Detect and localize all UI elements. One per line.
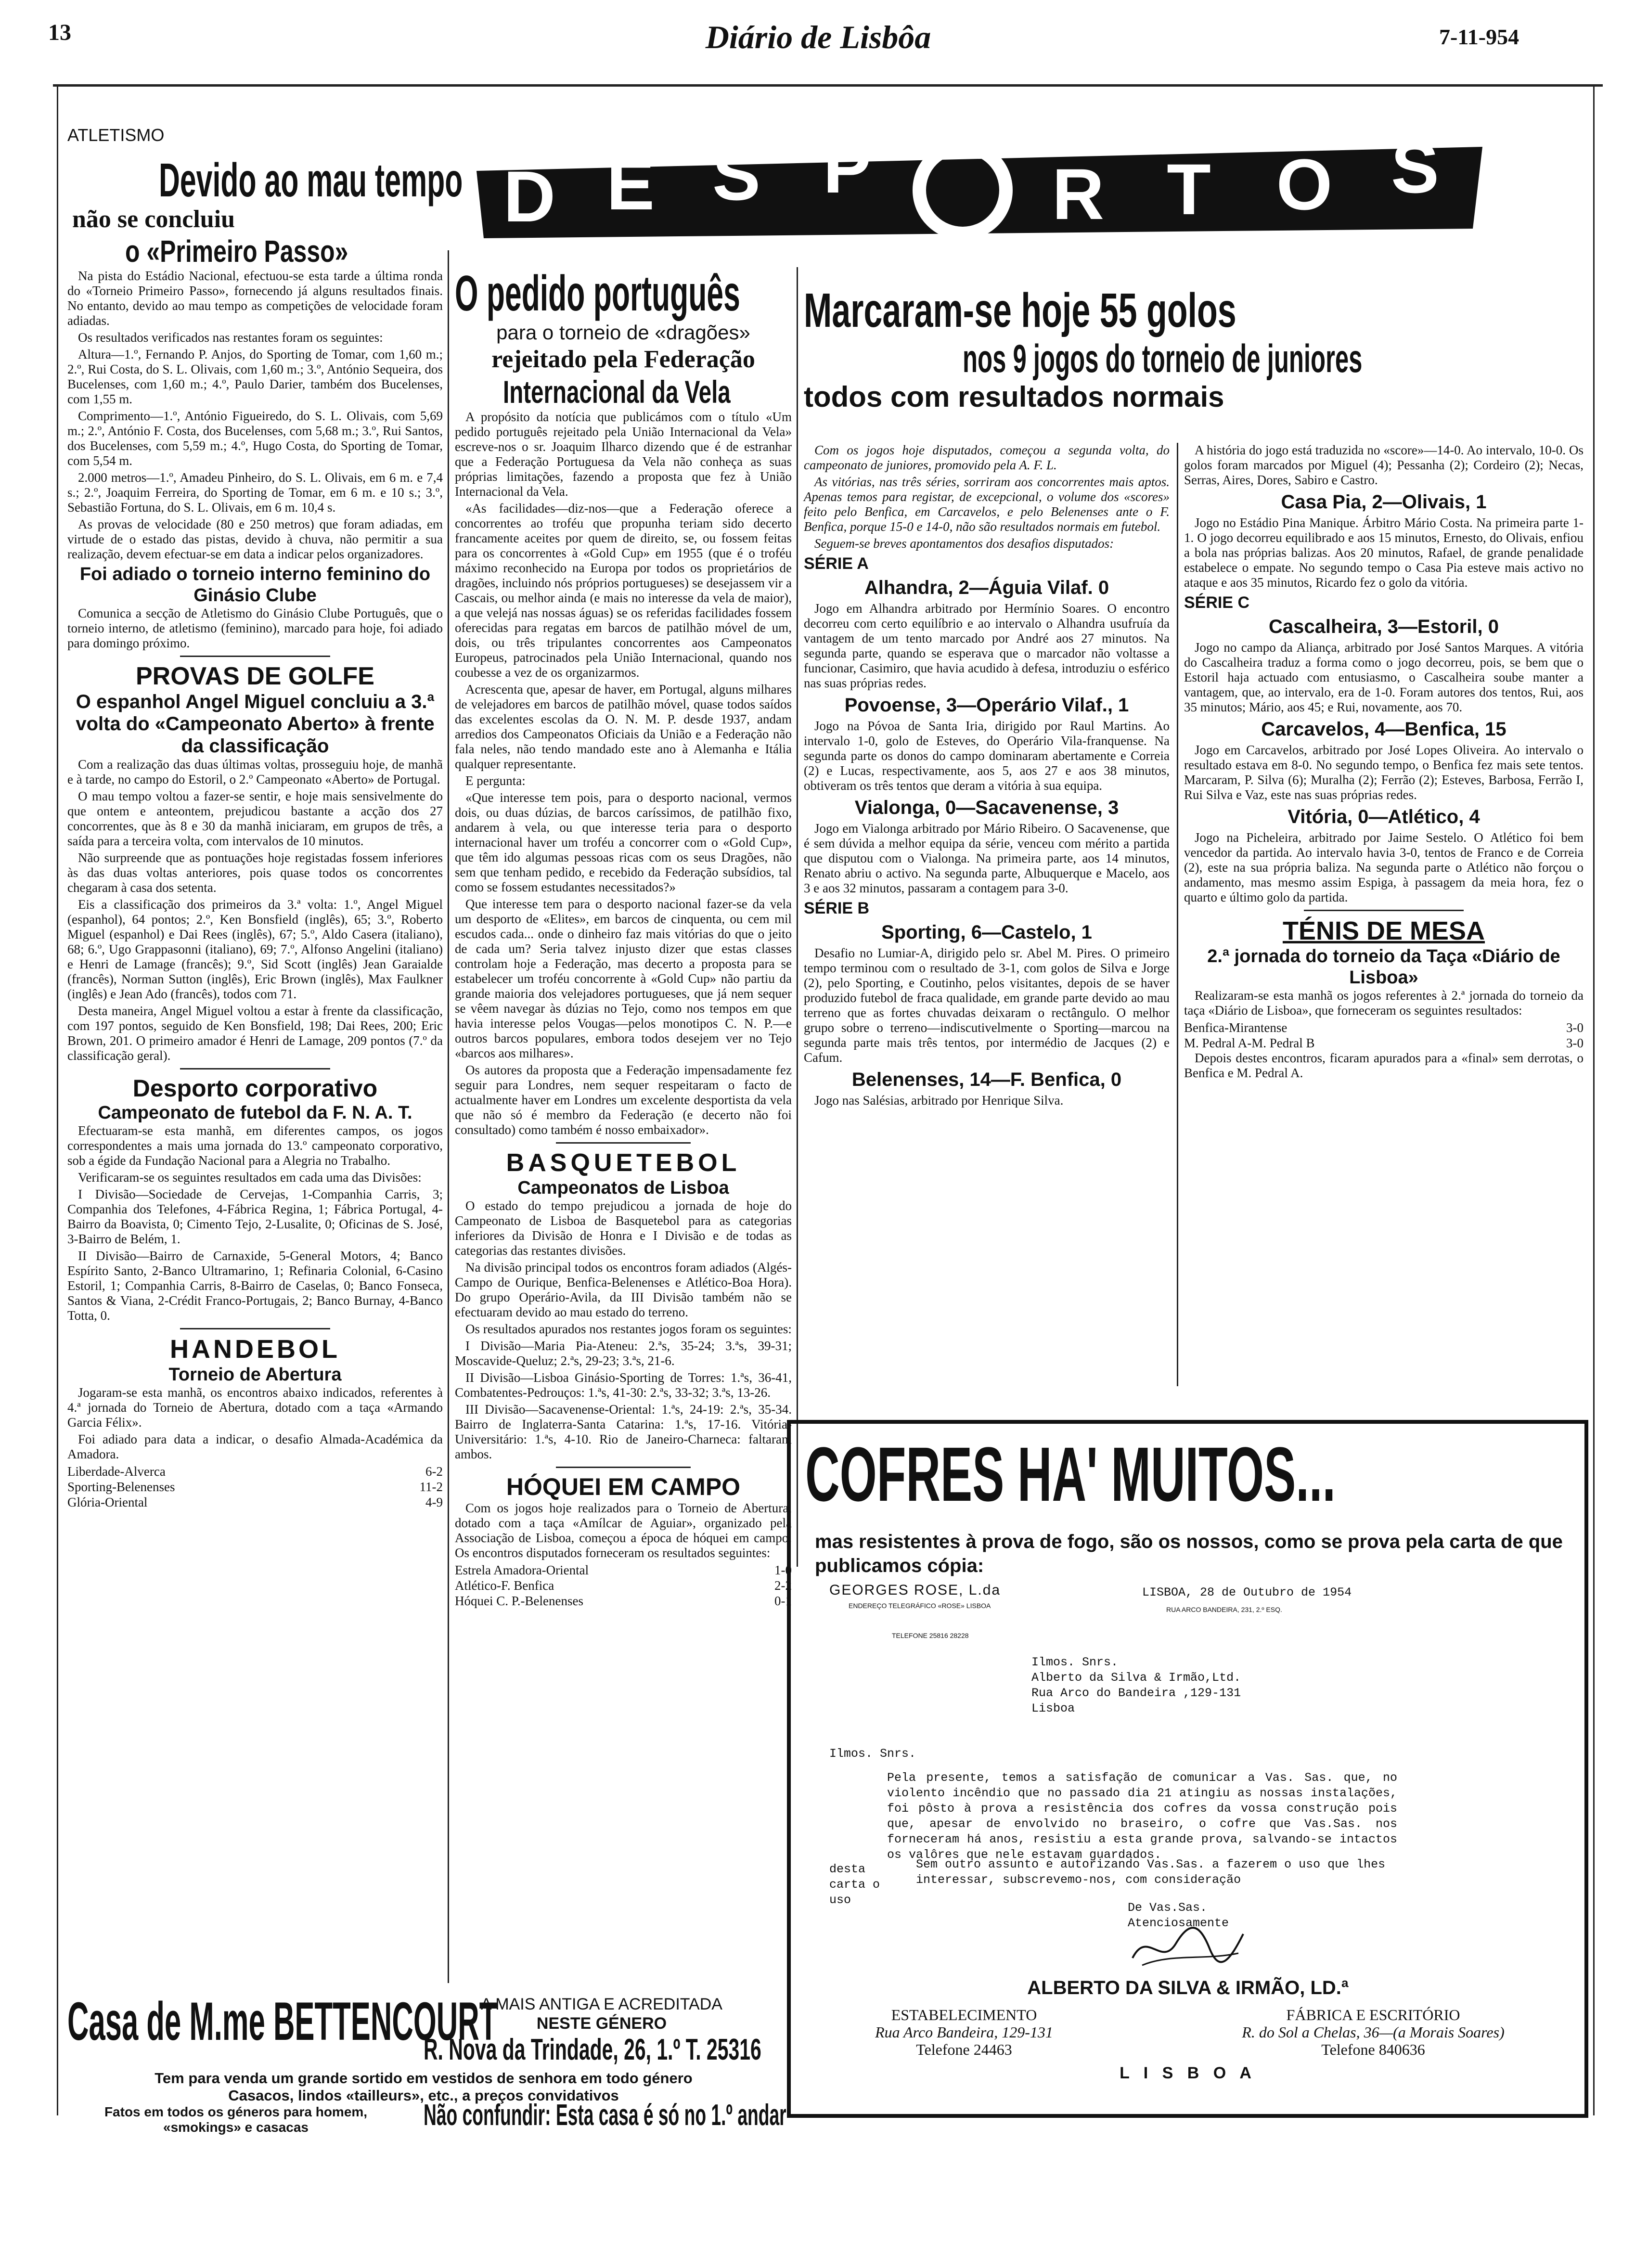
result-teams: M. Pedral A-M. Pedral B xyxy=(1184,1036,1315,1050)
result-score: 6-2 xyxy=(425,1464,443,1479)
result-teams: Glória-Oriental xyxy=(67,1495,148,1509)
result-row xyxy=(455,1562,792,1578)
banner-graphic xyxy=(476,137,1482,241)
article-paragraph: Jogaram-se esta manhã, os encontros abaixo indicados, referentes à 4.ª jornada do Torneio de Abertura, dotado com a taça «Armando Garcia Félix». xyxy=(67,1385,443,1430)
headline-devido: Devido ao mau tempo xyxy=(159,154,463,206)
article-paragraph: Foi adiado para data a indicar, o desafio Almada-Académica da Amadora. xyxy=(67,1432,443,1461)
establishment-address: Rua Arco Bandeira, 129-131 xyxy=(875,2023,1053,2041)
column-2 xyxy=(455,267,792,1609)
article-paragraph: As vitórias, nas três séries, sorriram aos concorrentes mais aptos. Apenas temos para registar, de excepcional, o volume dos «scores» feito pelo Benfica, em Carcavelos, e pelo Belenenses ante o F. Benfica, porque 15-0 e 14-0, não são resultados normais em futebol. xyxy=(804,475,1170,534)
bettencourt-tag1: A MAIS ANTIGA E ACREDITADA xyxy=(481,1995,722,2013)
match-heading: Cascalheira, 3—Estoril, 0 xyxy=(1268,616,1499,637)
result-row xyxy=(67,1464,443,1479)
result-score: 3-0 xyxy=(1566,1020,1584,1035)
article-paragraph: Realizaram-se esta manhã os jogos referentes à 2.ª jornada do torneio da taça «Diário de Lisboa», que forneceram os seguintes resultados: xyxy=(1184,988,1584,1018)
article-paragraph: Seguem-se breves apontamentos dos desafios disputados: xyxy=(814,536,1114,551)
result-score: 1-0 xyxy=(774,1563,792,1577)
article-paragraph: III Divisão—Sacavenense-Oriental: 1.ªs, 24-19: 2.ªs, 35-34. Bairro de Inglaterra-Santa Catarina: 1.ªs, 17-16. Vitória-Universitário: 1.ªs, 4-10. Rio de Janeiro-Charneca: faltaram ambos. xyxy=(455,1402,792,1461)
factory-tel: Telefone 840636 xyxy=(1321,2041,1425,2058)
article-paragraph: Os resultados verificados nas restantes foram os seguintes: xyxy=(78,330,383,345)
article-paragraph: Comunica a secção de Atletismo do Ginásio Clube Português, que o torneio interno, de atletismo (feminino), marcado para hoje, foi adiado para domingo próximo. xyxy=(67,606,443,650)
article-paragraph: Os resultados apurados nos restantes jogos foram os seguintes: xyxy=(465,1322,792,1336)
result-teams: Atlético-F. Benfica xyxy=(455,1578,554,1593)
company-name: ALBERTO DA SILVA & IRMÃO, LD.ª xyxy=(1027,1977,1349,1998)
article-paragraph: As provas de velocidade (80 e 250 metros) que foram adiadas, em virtude de o estado das pistas, devido à chuva, não permitir a sua realização, devem efectuar-se em data a indicar pelos organizadores. xyxy=(67,517,443,561)
cofres-ad xyxy=(787,1420,1588,2118)
headline-normais: todos com resultados normais xyxy=(804,381,1224,413)
subheading-ginasio: Foi adiado o torneio interno feminino do Ginásio Clube xyxy=(79,564,431,606)
article-paragraph: Que interesse tem para o desporto nacional fazer-se da vela um desporto de «Elites», em barcos de cinquenta, ou cem mil escudos cada... onde o dinheiro faz mais vitórias do que o jeito de cada um? Seria talvez injusto dizer que estas classes controlam hoje a Federação, mas decerto a proposta para se estabelecer um troféu concorrente à «Gold Cup» não partiu da grande maioria dos velejadores portugueses, que já nem sequer se vêem navegar às dúzias no Tejo, como nos tempos em que havia interesse pelos Vougas—pelos monotipos C. N. P.—e outros barcos populares, embora todos desejem ver no Tejo «barcos aos milhares». xyxy=(455,897,792,1060)
bettencourt-slogan: Não confundir: Esta casa é só no 1.º andar xyxy=(424,2099,786,2132)
juniores-right xyxy=(1184,443,1584,1082)
letter-addressee xyxy=(1031,1655,1241,1716)
letter-body: Pela presente, temos a satisfação de comunicar a Vas. Sas. que, no violento incêndio que no passado dia 21 atingiu as nossas instalações, foi pôsto à prova a resistência dos cofres da vossa construção pois que, apesar de envolvido no braseiro, o cofre que Vas.Sas. nos forneceram há anos, resistiu a esta grande prova, salvando-se intactos os valôres que nele estavam guardados. xyxy=(887,1771,1397,1862)
match-report: Jogo na Póvoa de Santa Iria, dirigido por Raul Martins. Ao intervalo 1-0, golo de Esteves, do Operário Vila-franquense. Na segunda parte os donos do campo dominaram abertamente e Correia (2) e Lucas, respectivamente, aos 5, aos 27 e aos 38 minutos, obtiveram os três tentos que deram a vitória à sua equipa. xyxy=(804,719,1170,793)
result-row xyxy=(455,1593,792,1609)
article-paragraph: Acrescenta que, apesar de haver, em Portugal, alguns milhares de velejadores em barcos de patilhão móvel, quase todos saídos das excelentes escolas da O. N. M. P. desde 1937, andam arredios dos Campeonatos Oficiais da União e a Federação não fala neles, não tendo mandado este ano à Alemanha e Itália qualquer representante. xyxy=(455,682,792,771)
addressee-line: Alberto da Silva & Irmão,Ltd. xyxy=(1031,1671,1241,1685)
result-teams: Sporting-Belenenses xyxy=(67,1480,175,1494)
golf-subheading: O espanhol Angel Miguel concluiu a 3.ª volta do «Campeonato Aberto» à frente da classificação xyxy=(76,691,435,757)
article-paragraph: Os autores da proposta que a Federação impensadamente fez seguir para Londres, nem sequer respeitaram o facto de actualmente haver em Londres um excelente desportista da vela que não só é membro da Federação (e decerto não foi consultado) como também é nosso embaixador». xyxy=(455,1063,792,1137)
result-score: 11-2 xyxy=(419,1480,443,1494)
signature-icon xyxy=(1128,1920,1253,1972)
basket-subheading: Campeonatos de Lisboa xyxy=(517,1178,729,1198)
article-paragraph: «As facilidades—diz-nos—que a Federação oferece a concorrentes ao troféu que propunha teriam sido decerto francamente aceites por quem de direito, se, ou fossem feitas para os concorrentes à «Gold Cup» em 1955 (que é o troféu máximo reconhecido na Europa por todos os proprietários de dragões, incluindo nós próprios portugueses) se desejassem vir a Cascais, ou melhor ainda (e mais no interesse da vela de maior), a que velejá nas nossas águas) se os referidas facilidades fossem oferecidas para regatas em barcos de patilhão móvel de um, dois, ou três tripulantes concorrentes aos Campeonatos Europeus, patrocinados pela União Internacional, quando nos coubesse a vez de os organizarmos. xyxy=(455,501,792,680)
corp-title: Desporto corporativo xyxy=(132,1075,378,1102)
establishment-block xyxy=(820,2006,1108,2058)
letterhead-sub: ENDEREÇO TELEGRÁFICO «ROSE» LISBOA xyxy=(849,1602,991,1610)
article-paragraph: Desta maneira, Angel Miguel voltou a estar à frente da classificação, com 197 pontos, seguido de Ken Bonsfield, 198; Dai Rees, 200; Eric Brown, 201. O primeiro amador é Henri de Lamage, 209 pontos (7.º da classificação geral). xyxy=(67,1004,443,1063)
result-row xyxy=(1184,1035,1584,1051)
article-paragraph: Na divisão principal todos os encontros foram adiados (Algés-Campo de Ourique, Benfica-Belenenses e Atlético-Boa Hora). Do grupo Operário-Avila, da III Divisão também não se efectuaram devido ao mau estado do terreno. xyxy=(455,1260,792,1319)
headline-dragoes: para o torneio de «dragões» xyxy=(496,321,750,344)
article-paragraph: Eis a classificação dos primeiros da 3.ª volta: 1.º, Angel Miguel (espanhol), 64 pontos; 2.º, Ken Bonsfield (inglês), 65; 3.º, Roberto Miguel (espanhol) e Dai Rees (inglês), 67; 5.º, Aldo Casera (italiano), 68; 6.º, Ugo Grappasonni (italiano), 69; 7.º, Alfonso Angelini (italiano) e Henri de Lamage (francês); 9.º, Sid Scott (inglês) Jean Garaialde (francês), Norman Sutton (inglês), Eric Brown (inglês), Max Faulkner (inglês) e Jean Ado (francês), todos com 71. xyxy=(67,897,443,1001)
factory-label: FÁBRICA E ESCRITÓRIO xyxy=(1286,2006,1460,2023)
match-heading: Carcavelos, 4—Benfica, 15 xyxy=(1261,719,1506,740)
match-report: Jogo no Estádio Pina Manique. Árbitro Mário Costa. Na primeira parte 1-1. O jogo decorreu equilibrado e aos 15 minutos, Ernesto, do Olivais, enfiou a bola nas próprias balizas. Aos 20 minutos, Rafael, de grande penalidade estabelece o empate. No segundo tempo o Casa Pia esteve mais activo no ataque e aos 35 minutos, Ricardo fez o golo da vitória. xyxy=(1184,515,1584,590)
bettencourt-line3: Fatos em todos os géneros para homem, «smokings» e casacas xyxy=(104,2104,368,2135)
match-report: Jogo na Picheleira, arbitrado por Jaime Sestelo. O Atlético foi bem vencedor da partida. Ao intervalo havia 3-0, tentos de Franco e de Correia (2), este na sua própria baliza. Na segunda parte o Atlético não forçou o andamento, mas mesmo assim Espiga, à passagem da meia hora, fez o quarto e último golo da partida. xyxy=(1184,830,1584,904)
bettencourt-name: Casa de M.me BETTENCOURT xyxy=(67,1991,498,2051)
section-label: ATLETISMO xyxy=(67,125,165,145)
article-paragraph: O estado do tempo prejudicou a jornada de hoje do Campeonato de Lisboa de Basquetebol para as categorias inferiores da Divisão de Honra e I Divisão e de todas as categorias das restantes divisões. xyxy=(455,1198,792,1258)
tenis-title: TÉNIS DE MESA xyxy=(1282,916,1485,945)
letterhead-tel: TELEFONE 25816 28228 xyxy=(892,1632,969,1639)
article-paragraph: «Que interesse tem pois, para o desporto nacional, vermos dois, ou duas dúzias, de barcos caríssimos, de patilhão fixo, andarem à vela, ou que interesse teria para o desporto internacional haver um troféu a concorrer com o «Gold Cup», que têm ido algumas pessoas ricas com os seus Dragões, não sem que tenham pedido, e recebido da Federação subsídios, tal como se fossem estudantes necessitados?» xyxy=(455,790,792,894)
headline-pedido: O pedido português xyxy=(455,266,740,322)
result-row xyxy=(455,1578,792,1593)
headline-nao-se: não se concluiu xyxy=(72,206,235,233)
cofres-title: COFRES HA' MUITOS... xyxy=(805,1431,1336,1517)
bettencourt-address: R. Nova da Trindade, 26, 1.º T. 25316 xyxy=(424,2033,761,2066)
article-paragraph: O mau tempo voltou a fazer-se sentir, e hoje mais sensivelmente do que ontem e anteontem, prejudicou bastante a acção dos 27 concorrentes, que às 8 e 30 da manhã iniciaram, em grupos de três, a saída para a terceira volta, com intervalos de 10 minutos. xyxy=(67,789,443,848)
match-report: Jogo em Vialonga arbitrado por Mário Ribeiro. O Sacavenense, que é sem dúvida a melhor equipa da série, venceu com mérito a partida que disputou com o Vialonga. Na primeira parte, aos 14 minutos, Renato abriu o activo. Na segunda parte, Albuquerque e Macelo, aos 3 e aos 32 minutos, passaram a contagem para 3-0. xyxy=(804,821,1170,895)
match-heading: Vialonga, 0—Sacavenense, 3 xyxy=(854,797,1119,818)
result-row xyxy=(67,1479,443,1495)
article-paragraph: Com a realização das duas últimas voltas, prosseguiu hoje, de manhã e à tarde, no campo do Estoril, o 2.º Campeonato «Aberto» de Portugal. xyxy=(67,757,443,786)
handebol-subheading: Torneio de Abertura xyxy=(168,1365,342,1385)
article-paragraph: II Divisão—Lisboa Ginásio-Sporting de Torres: 1.ªs, 36-41, Combatentes-Pedrouços: 1.ªs, 41-30: 2.ªs, 33-32; 3.ªs, 13-26. xyxy=(455,1370,792,1400)
addressee-line: Lisboa xyxy=(1031,1701,1075,1715)
match-report: Jogo em Carcavelos, arbitrado por José Lopes Oliveira. Ao intervalo o resultado estava em 8-0. No segundo tempo, o Benfica fez mais sete tentos. Marcaram, P. Silva (6); Muralha (2); Ferrão (2); Esteves, Barbosa, Ferrão I, Rui Silva e Vaz, este nas suas próprias redes. xyxy=(1184,743,1584,802)
masthead-title: Diário de Lisbôa xyxy=(705,19,931,55)
article-paragraph: I Divisão—Sociedade de Cervejas, 1-Companhia Carris, 3; Companhia dos Telefones, 4-Fábrica Regina, 1; Fábrica Portugal, 4-Bairro da Boavista, 0; Cimento Tejo, 2-Lusalite, 0; Oficinas de S. José, 3-Bairro de Belém, 1. xyxy=(67,1187,443,1246)
banner-letter: S xyxy=(712,137,761,215)
bettencourt-tag2: NESTE GÉNERO xyxy=(536,2014,667,2033)
bettencourt-line2: Casacos, lindos «tailleurs», etc., a preços convidativos xyxy=(228,2087,619,2104)
result-teams: Liberdade-Alverca xyxy=(67,1464,166,1479)
banner-letter: S xyxy=(1390,137,1440,208)
letter-date: LISBOA, 28 de Outubro de 1954 xyxy=(1142,1585,1352,1599)
city-label: L I S B O A xyxy=(1120,2064,1256,2082)
addressee-line: Ilmos. Snrs. xyxy=(1031,1655,1119,1669)
article-paragraph: E pergunta: xyxy=(465,773,526,788)
article-paragraph: A propósito da notícia que publicámos com o título «Um pedido português rejeitado pela União Internacional da Vela» escreve-nos o sr. Joaquim Ilharco dizendo que é de estranhar que a Federação Portuguesa da Vela não conheça as suas próprias limitações, fazendo a proposta que fez à União Internacional da Vela. xyxy=(455,410,792,499)
banner-letter: R xyxy=(1052,154,1105,234)
page-number: 13 xyxy=(48,20,71,45)
letter-body-2: Sem outro assunto e autorizando Vas.Sas. a fazerem o uso que lhes interessar, subscrevemo-nos, com consideração xyxy=(916,1857,1386,1887)
establishment-tel: Telefone 24463 xyxy=(916,2041,1012,2058)
factory-address: R. do Sol a Chelas, 36—(a Morais Soares) xyxy=(1242,2023,1505,2041)
article-paragraph: Não surpreende que as pontuações hoje registadas fossem inferiores às das duas voltas anteriores, pois quase todos os concorrentes chegaram à casa dos setenta. xyxy=(67,850,443,895)
match-heading: Casa Pia, 2—Olivais, 1 xyxy=(1281,491,1487,513)
match-report: A história do jogo está traduzida no «score»—14-0. Ao intervalo, 10-0. Os golos foram marcados por Miguel (4); Pessanha (2); Cordeiro (2); Necas, Serras, Aires, Dores, Sabiro e Castro. xyxy=(1184,443,1584,487)
article-paragraph: Na pista do Estádio Nacional, efectuou-se esta tarde a última ronda do «Torneio Primeiro Passo», fornecendo já alguns resultados finais. No entanto, devido ao mau tempo as competições de velocidade foram adiadas. xyxy=(67,269,443,328)
column-1 xyxy=(67,125,463,1510)
letter-closing: De Vas.Sas. Atenciosamente xyxy=(1128,1901,1229,1930)
banner-letter: D xyxy=(503,156,556,237)
headline-vela: Internacional da Vela xyxy=(503,374,731,410)
article-paragraph: Depois destes encontros, ficaram apurados para a «final» sem derrotas, o Benfica e M. Pedral A. xyxy=(1184,1051,1584,1080)
match-report: Jogo em Alhandra arbitrado por Hermínio Soares. O encontro decorreu com certo equilíbrio e ao intervalo o Alhandra usufruía da vantagem de um tento marcado por André aos 27 minutos. Na segunda parte, quando se esperava que o marcador não voltasse a funcionar, Casimiro, que havia acudido à defesa, introduziu o esférico nas suas próprias redes. xyxy=(804,601,1170,690)
article-paragraph: Altura—1.º, Fernando P. Anjos, do Sporting de Tomar, com 1,60 m.; 2.º, Rui Costa, do S. L. Olivais, com 1,60 m.; 3.º, António Sequeira, dos Bucelenses, com 1,60 m.; 4.º, Paulo Darier, também dos Bucelenses, com 1,55 m. xyxy=(67,347,443,406)
letter-note: desta carta o uso xyxy=(829,1862,880,1907)
letter-salutation: Ilmos. Snrs. xyxy=(829,1747,916,1761)
result-score: 0-1 xyxy=(774,1594,792,1608)
result-teams: Estrela Amadora-Oriental xyxy=(455,1563,589,1577)
result-row xyxy=(67,1495,443,1510)
banner-letter: O xyxy=(1276,144,1333,225)
match-heading: Alhandra, 2—Águia Vilaf. 0 xyxy=(864,577,1109,598)
article-paragraph: 2.000 metros—1.º, Amadeu Pinheiro, do S. L. Olivais, em 6 m. e 7,4 s.; 2.º, Joaquim Ferreira, do Sporting de Tomar, em 6 m. e 10 s.; 3.º, Sebastião Fortuna, do S. L. Olivais, em 6 m. 10,4 s. xyxy=(67,470,443,515)
bettencourt-line1: Tem para venda um grande sortido em vestidos de senhora em todo género xyxy=(154,2070,693,2087)
match-heading: Povoense, 3—Operário Vilaf., 1 xyxy=(844,695,1129,716)
handebol-title: HANDEBOL xyxy=(170,1335,340,1364)
article-paragraph: Verificaram-se os seguintes resultados em cada uma das Divisões: xyxy=(78,1170,422,1185)
article-paragraph: Comprimento—1.º, António Figueiredo, do S. L. Olivais, com 5,69 m.; 2.º, António F. Costa, dos Bucelenses, com 5,68 m.; 3.º, Rui Santos, dos Bucelenses, com 5,59 m.; 4.º, Hugo Costa, do Sporting de Tomar, com 5,54 m. xyxy=(67,409,443,468)
result-score: 2-2 xyxy=(774,1578,792,1593)
match-heading: Belenenses, 14—F. Benfica, 0 xyxy=(851,1069,1122,1090)
series-label: SÉRIE A xyxy=(804,554,869,573)
match-report: Desafio no Lumiar-A, dirigido pelo sr. Abel M. Pires. O primeiro tempo terminou com o resultado de 3-1, com golos de Silva e Jorge (2), pelo Sporting, e Coutinho, pelos visitantes, depois de se haver produzido futebol de fraca qualidade, em grande parte devido ao mau terreno que as fortes chuvadas deixaram o rectângulo. O melhor grupo sobre o terreno—indiscutivelmente o Sporting—marcou na segunda parte mais três tentos, por intermédio de Jacques (2) e Cafum. xyxy=(804,946,1170,1065)
column-3 xyxy=(804,284,1584,413)
article-paragraph: Com os jogos hoje realizados para o Torneio de Abertura, dotado com a taça «Amílcar de Aguiar», organizado pela Associação de Lisboa, começou a época de hóquei em campo. Os encontros disputados forneceram os resultados seguintes: xyxy=(455,1501,792,1560)
result-score: 4-9 xyxy=(425,1495,443,1509)
article-paragraph: Efectuaram-se esta manhã, em diferentes campos, os jogos correspondentes a mais uma jornada do 13.º campeonato corporativo, sob a égide da Fundação Nacional para a Alegria no Trabalho. xyxy=(67,1123,443,1168)
match-heading: Sporting, 6—Castelo, 1 xyxy=(881,922,1092,943)
series-label: SÉRIE C xyxy=(1184,593,1250,612)
headline-rejeitado: rejeitado pela Federação xyxy=(491,346,755,373)
headline-juniores: nos 9 jogos do torneio de juniores xyxy=(963,337,1363,381)
result-score: 3-0 xyxy=(1566,1036,1584,1050)
letter-address-line: RUA ARCO BANDEIRA, 231, 2.º ESQ. xyxy=(1166,1606,1282,1613)
banner-letter: E xyxy=(606,144,655,225)
match-report: Jogo no campo da Aliança, arbitrado por José Santos Marques. A vitória do Cascalheira traduz a forma como o jogo decorreu, pois, se bem que o Estoril haja actuado com entusiasmo, o Cascalheira soube manter a vantagem, que, ao intervalo, era de 1-0. Foram autores dos tentos, Rui, aos 35 minutos; Mário, aos 45; e Rui, novamente, aos 70. xyxy=(1184,640,1584,714)
series-label: SÉRIE B xyxy=(804,899,870,917)
match-report: Jogo nas Salésias, arbitrado por Henrique Silva. xyxy=(814,1093,1064,1108)
result-teams: Hóquei C. P.-Belenenses xyxy=(455,1594,583,1608)
headline-primeiro-passo: o «Primeiro Passo» xyxy=(125,234,348,269)
desportos-banner xyxy=(476,137,1482,241)
golf-title: PROVAS DE GOLFE xyxy=(136,662,374,690)
result-teams: Benfica-Mirantense xyxy=(1184,1020,1288,1035)
match-heading: Vitória, 0—Atlético, 4 xyxy=(1288,806,1480,827)
banner-letter: P xyxy=(823,137,872,208)
article-paragraph: Com os jogos hoje disputados, começou a segunda volta, do campeonato de juniores, promovido pela A. F. L. xyxy=(804,443,1170,472)
cofres-subtitle: mas resistentes à prova de fogo, são os nossos, como se prova pela carta de que publicamos cópia: xyxy=(815,1531,1563,1576)
banner-letter: T xyxy=(1167,149,1211,230)
headline-marcaram: Marcaram-se hoje 55 golos xyxy=(804,284,1236,337)
article-paragraph: II Divisão—Bairro de Carnaxide, 5-General Motors, 4; Banco Espírito Santo, 2-Banco Ultramarino, 1; Refinaria Colonial, 6-Casino Estoril, 1; Companhia Carris, 8-Bairro de Caselas, 0; Banco Fonseca, Santos & Viana, 2-Crédit Franco-Portugais, 2; Banco Burnay, 4-Banco Totta, 0. xyxy=(67,1249,443,1323)
addressee-line: Rua Arco do Bandeira ,129-131 xyxy=(1031,1686,1241,1700)
hockey-title: HÓQUEI EM CAMPO xyxy=(506,1473,741,1500)
result-row xyxy=(1184,1020,1584,1035)
article-paragraph: I Divisão—Maria Pia-Ateneu: 2.ªs, 35-24; 3.ªs, 39-31; Moscavide-Queluz; 2.ªs, 29-23; 3.ªs, 21-6. xyxy=(455,1339,792,1368)
basket-title: BASQUETEBOL xyxy=(506,1149,741,1177)
tenis-subheading: 2.ª jornada do torneio da Taça «Diário de Lisboa» xyxy=(1207,946,1560,988)
establishment-label: ESTABELECIMENTO xyxy=(891,2006,1037,2023)
factory-block xyxy=(1185,2006,1561,2058)
corp-subheading: Campeonato de futebol da F. N. A. T. xyxy=(98,1103,412,1123)
juniores-left xyxy=(804,443,1170,1110)
letter-copy xyxy=(829,1583,1551,1958)
masthead-date: 7-11-954 xyxy=(1439,25,1519,49)
letterhead-name: GEORGES ROSE, L.da xyxy=(829,1582,1001,1598)
